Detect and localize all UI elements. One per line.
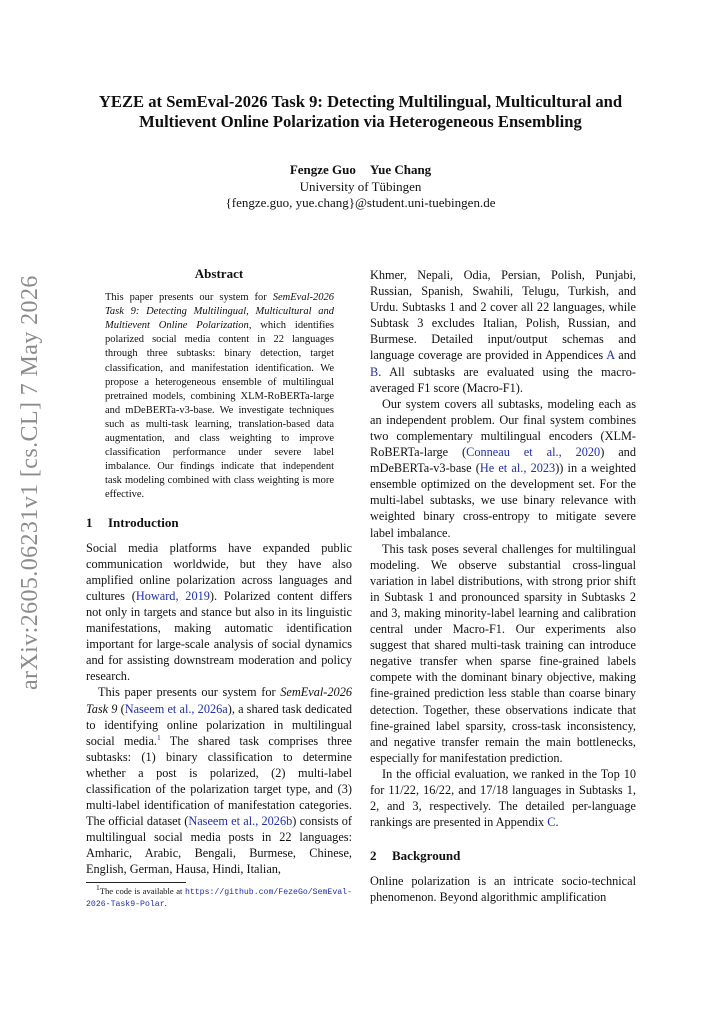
author-name: Yue Chang <box>369 162 432 177</box>
appendix-link[interactable]: A <box>606 348 615 363</box>
author-email: {fengze.guo, yue.chang}@student.uni-tuebingen.de <box>225 195 496 210</box>
abstract-text: This paper presents our system for SemEval-2026 Task 9: Detecting Multilingual, Multicultural and Multievent Online Polarization, which identifies polarized social media content in 22 languages through three subtasks: binary detection, target classification, and manifestation identification. We propose a heterogeneous ensemble of multilingual pretrained models, combining XLM-RoBERTa-large and mDeBERTa-v3-base. We investigate techniques such as multi-task learning, translation-based data augmentation, and class weighting to improve classification performance under severe label imbalance. Our findings indicate that independent task modeling combined with class weighting is more effective. <box>105 292 334 501</box>
author-affiliation: University of Tübingen <box>299 178 422 194</box>
left-column <box>86 262 352 911</box>
intro-paragraph: In the official evaluation, we ranked in the Top 10 for 11/22, 16/22, and 17/18 languages in Subtasks 1, 2, and 3, respectively. The detailed per-language rankings are presented in Appendix C. <box>370 766 636 830</box>
intro-paragraph: Our system covers all subtasks, modeling each as an independent problem. Our final system combines two complementary multilingual encoders (XLM-RoBERTa-large (Conneau et al., 2020) and mDeBERTa-v3-base (He et al., 2023)) in a weighted ensemble optimized on the development set. For the multi-label subtasks, we use binary relevance with weighted binary cross-entropy to mitigate severe label imbalance. <box>370 396 637 540</box>
intro-paragraph: This task poses several challenges for multilingual modeling. We observe substantial cross-lingual variation in label distributions, with strong prior shift in Subtask 1 and pronounced sparsity in Subtasks 2 and 3, making minority-label learning and calibration central under Macro-F1. Our experiments also suggest that shared multi-task training can introduce negative transfer when sparse fine-grained labels compete with the dominant binary objective, making fine-grained prediction less stable than coarse binary detection. Together, these observations indicate that fine-grained label sparsity, cross-task inconsistency, and negative transfer remain the main bottlenecks, especially for manifestation prediction. <box>370 541 636 765</box>
citation-link[interactable]: Naseem et al., 2026a <box>124 701 228 716</box>
citation-link[interactable]: Conneau et al., 2020 <box>466 445 601 460</box>
citation-link[interactable]: Howard, 2019 <box>135 588 210 603</box>
footnote: $^1$The code is available at https://github.com/FezeGo/SemEval-2026-Task9-Polar. <box>86 882 352 910</box>
arxiv-stamp: arXiv:2605.06231v1 [cs.CL] 7 May 2026 <box>17 275 43 690</box>
paper-title: YEZE at SemEval-2026 Task 9: Detecting Multilingual, Multicultural and Multievent Online Polarization via Heterogeneous Ensembling <box>98 92 623 131</box>
intro-paragraph: This paper presents our system for SemEval-2026 Task 9 (Naseem et al., 2026a), a shared task dedicated to identifying online polarization in multilingual social media.$^1$ The shared task comprises three subtasks: (1) binary classification to determine whether a post is polarized, (2) multi-label classification of the polarization target type, and (3) multi-label identification of manifestation categories. The official dataset (Naseem et al., 2026b) consists of multilingual social media posts in 22 languages: Amharic, Arabic, Bengali, Burmese, Chinese, English, German, Hausa, Hindi, Italian, <box>86 685 353 877</box>
author-name: Fengze Guo <box>289 162 356 177</box>
code-url-link[interactable]: https://github.com/FezeGo/SemEval-2026-Task9-Polar <box>86 887 352 910</box>
footnote-divider <box>86 882 186 883</box>
right-column <box>370 267 636 906</box>
appendix-link[interactable]: C <box>547 815 556 830</box>
intro-paragraph: Khmer, Nepali, Odia, Persian, Polish, Punjabi, Russian, Spanish, Swahili, Telugu, Turkish, and Urdu. Subtasks 1 and 2 cover all 22 languages, while Subtask 3 excludes Italian, Polish, Russian, and Burmese. Detailed input/output schemas and language coverage are provided in Appendices A and B. All subtasks are evaluated using the macro-averaged F1 score (Macro-F1). <box>370 268 636 395</box>
intro-paragraph: Social media platforms have expanded public communication worldwide, but they have also amplified online polarization across languages and cultures (Howard, 2019). Polarized content differs not only in targets and stance but also in its linguistic manifestations, making automatic identification important for large-scale analysis of social dynamics and for assisting downstream moderation and policy research. <box>86 540 352 684</box>
section-heading-background: 2 Background <box>370 848 461 864</box>
footnote-marker[interactable]: 1 <box>157 732 161 742</box>
citation-link[interactable]: He et al., 2023 <box>479 461 556 476</box>
task-name-emphasis: SemEval-2026 Task 9: Detecting Multilingual, Multicultural and Multievent Online Polarization <box>105 292 334 332</box>
author-block <box>70 162 651 212</box>
appendix-link[interactable]: B <box>370 364 379 379</box>
background-paragraph: Online polarization is an intricate socio-technical phenomenon. Beyond algorithmic amplification <box>370 874 636 905</box>
abstract-heading: Abstract <box>194 266 244 281</box>
citation-link[interactable]: Naseem et al., 2026b <box>188 814 293 829</box>
section-heading-introduction: 1 Introduction <box>86 514 179 530</box>
author-names <box>70 162 651 179</box>
